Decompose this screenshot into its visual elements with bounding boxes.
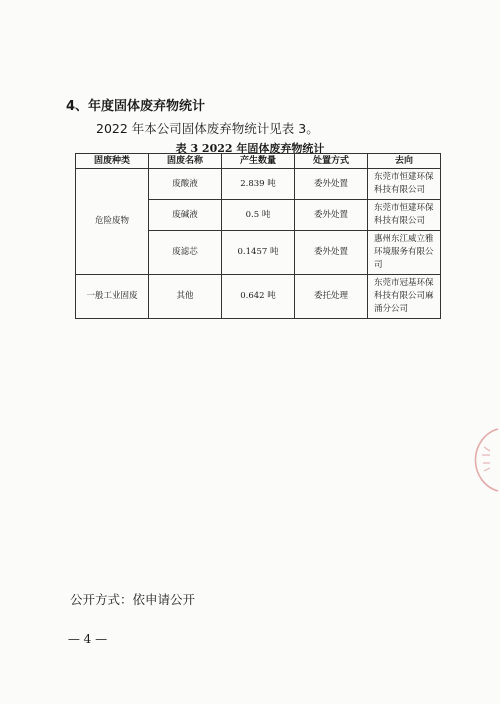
method-cell: 委外处置	[295, 169, 368, 200]
header-name: 固废名称	[149, 154, 222, 169]
amount-cell: 2.839 吨	[222, 169, 295, 200]
header-method: 处置方式	[295, 154, 368, 169]
table-row	[76, 275, 441, 319]
destination-cell: 东莞市恒建环保科技有限公司	[368, 169, 441, 200]
waste-name-cell: 废酸液	[149, 169, 222, 200]
destination-cell: 东莞市冠基环保科技有限公司麻涌分公司	[368, 275, 441, 319]
amount-cell: 0.642 吨	[222, 275, 295, 319]
intro-paragraph: 2022 年本公司固体废弃物统计见表 3。	[96, 121, 319, 136]
category-cell: 危险废物	[76, 169, 149, 275]
method-cell: 委托处理	[295, 275, 368, 319]
amount-cell: 0.1457 吨	[222, 231, 295, 275]
destination-cell: 东莞市恒建环保科技有限公司	[368, 200, 441, 231]
waste-name-cell: 废滤芯	[149, 231, 222, 275]
waste-name-cell: 废碱液	[149, 200, 222, 231]
waste-name-cell: 其他	[149, 275, 222, 319]
destination-cell: 惠州东江威立雅环境服务有限公司	[368, 231, 441, 275]
page-number: — 4 —	[67, 632, 108, 646]
amount-cell: 0.5 吨	[222, 200, 295, 231]
method-cell: 委外处置	[295, 200, 368, 231]
header-category: 固废种类	[76, 154, 149, 169]
category-cell: 一般工业固废	[76, 275, 149, 319]
seal-stamp	[470, 425, 500, 495]
table-row	[76, 169, 441, 200]
section-heading: 4、年度固体废弃物统计	[66, 99, 206, 114]
method-cell: 委外处置	[295, 231, 368, 275]
table-caption: 表 3 2022 年固体废弃物统计	[175, 142, 325, 155]
waste-statistics-table	[75, 153, 441, 319]
header-destination: 去向	[368, 154, 441, 169]
table-header-row	[76, 154, 441, 169]
disclosure-method: 公开方式：依申请公开	[70, 592, 196, 607]
header-amount: 产生数量	[222, 154, 295, 169]
